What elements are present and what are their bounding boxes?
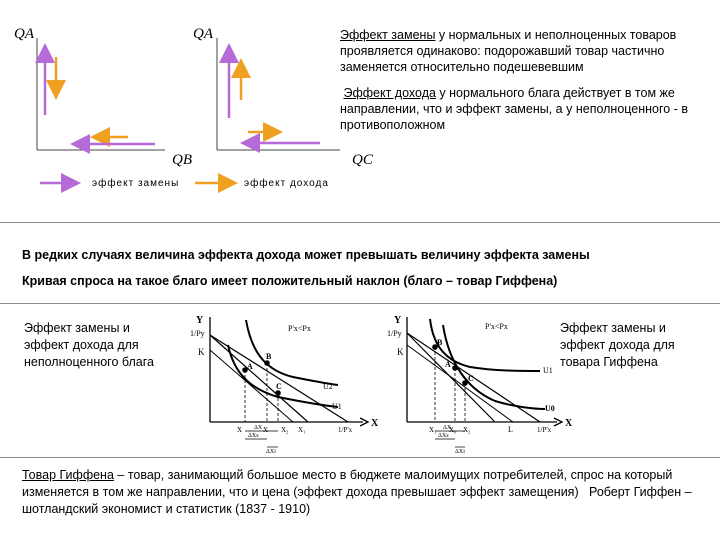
graph1-budget-line-new [210,335,348,422]
top-left-diagrams [0,0,373,200]
giffen-demand-line: Кривая спроса на такое благо имеет положительный наклон (благо – товар Гиффена) [22,274,558,288]
graph2-dxi-label: ΔXi [455,449,465,455]
graph2-x-tick-4: L [508,425,513,434]
graph2-y-tick: 1/Py [387,329,402,338]
graph2-point-c [462,380,468,386]
graph2-label-c: C [468,374,474,383]
graph1-point-c [275,390,281,396]
mini-axes-svg [0,0,340,200]
giffen-term: Товар Гиффена [22,468,114,482]
giffen-definition [22,467,712,518]
rare-cases-line: В редких случаях величина эффекта дохода может превышать величину эффекта замены [22,248,590,262]
graph2-x-tick-1: X₁ [429,426,437,434]
graph2-x-tick-3: X₂ [463,426,471,434]
graph1-point-b [264,360,270,366]
axis-label-qc: QC [352,152,373,168]
giffen-definition-text: – товар, занимающий большое место в бюджете малоимущих потребителей, спрос на который изменяется в том же направлении, что и цена (эффект дохода превышает эффект замещения) [22,468,673,499]
legend-substitution-label: эффект замены [92,178,180,189]
graph2-label-b: B [437,338,443,347]
graph1-y-label: Y [196,315,204,326]
graph1-budget-line-old [210,335,308,422]
graph1-x-tick-4: X₁ [298,426,306,434]
graph2-dx-label: ΔX [443,425,452,431]
graph1-dxi-label: ΔXi [266,449,276,455]
graph1-x-tick-2: X [263,426,269,434]
graph1-label-a: A [247,362,253,371]
graph2-dxs-label: ΔXs [438,433,449,439]
legend-income-label: эффект дохода [244,178,329,189]
income-effect-text: у нормального блага действует в том же направлении, что и эффект замены, а у неполноценного - в противоположном [340,86,688,132]
graph1-label-u1: U1 [332,402,342,411]
graph1-label-u2: U2 [323,382,333,391]
graph1-curve-u1 [228,345,338,407]
graph1-x-tick-5: 1/P'x [338,426,353,434]
income-effect-title: Эффект дохода [343,86,436,100]
axis-label-qa-left: QA [14,26,34,42]
giffen-person: Роберт Гиффен – шотландский экономист и статистик (1837 - 1910) [22,485,692,516]
graph2-y-label: Y [394,315,402,326]
graph1-k-label: K [198,347,205,357]
graph2-point-a [452,365,458,371]
graph2-compensated-budget [407,345,513,422]
graph1-label-c: C [276,382,282,391]
divider-top [0,222,720,223]
inferior-good-caption: Эффект замены и эффект дохода для неполноценного блага [24,321,154,369]
graph1-budget-label: P'x<Px [288,324,311,333]
graph2-k-label: K [397,347,404,357]
graph1-y-tick: 1/Py [190,329,205,338]
graph1-x-tick-3: X₂ [281,426,289,434]
graph1-dx-label: ΔX [254,425,263,431]
giffen-good-caption: Эффект замены и эффект дохода для товара Гиффена [560,321,675,369]
graph1-label-b: B [266,352,272,361]
graph1-x-tick-1: X [237,426,243,434]
graph2-x-label: X [565,418,573,429]
graph1-x-label: X [371,418,379,429]
axis-label-qa-right: QA [193,26,213,42]
substitution-effect-title: Эффект замены [340,28,436,42]
graph1-dxs-label: ΔXs [248,433,259,439]
graph2-label-a: A [445,360,451,369]
divider-middle [0,303,720,304]
inferior-good-graph [188,305,398,455]
axis-label-qb: QB [172,152,192,168]
graph2-label-u0: U0 [545,404,555,413]
graph2-label-u1: U1 [543,366,553,375]
divider-bottom [0,457,720,458]
graph2-budget-label: P'x<Px [485,322,508,331]
substitution-effect-paragraph [340,27,685,75]
substitution-effect-text: у нормальных и неполноценных товаров проявляется одинаково: подорожавший товар частично заменяется относительно подешевевшим [340,28,677,74]
graph2-x-tick-5: 1/P'x [537,426,552,434]
income-effect-paragraph [340,85,705,133]
graph2-x-tick-2: X₀ [449,426,457,434]
